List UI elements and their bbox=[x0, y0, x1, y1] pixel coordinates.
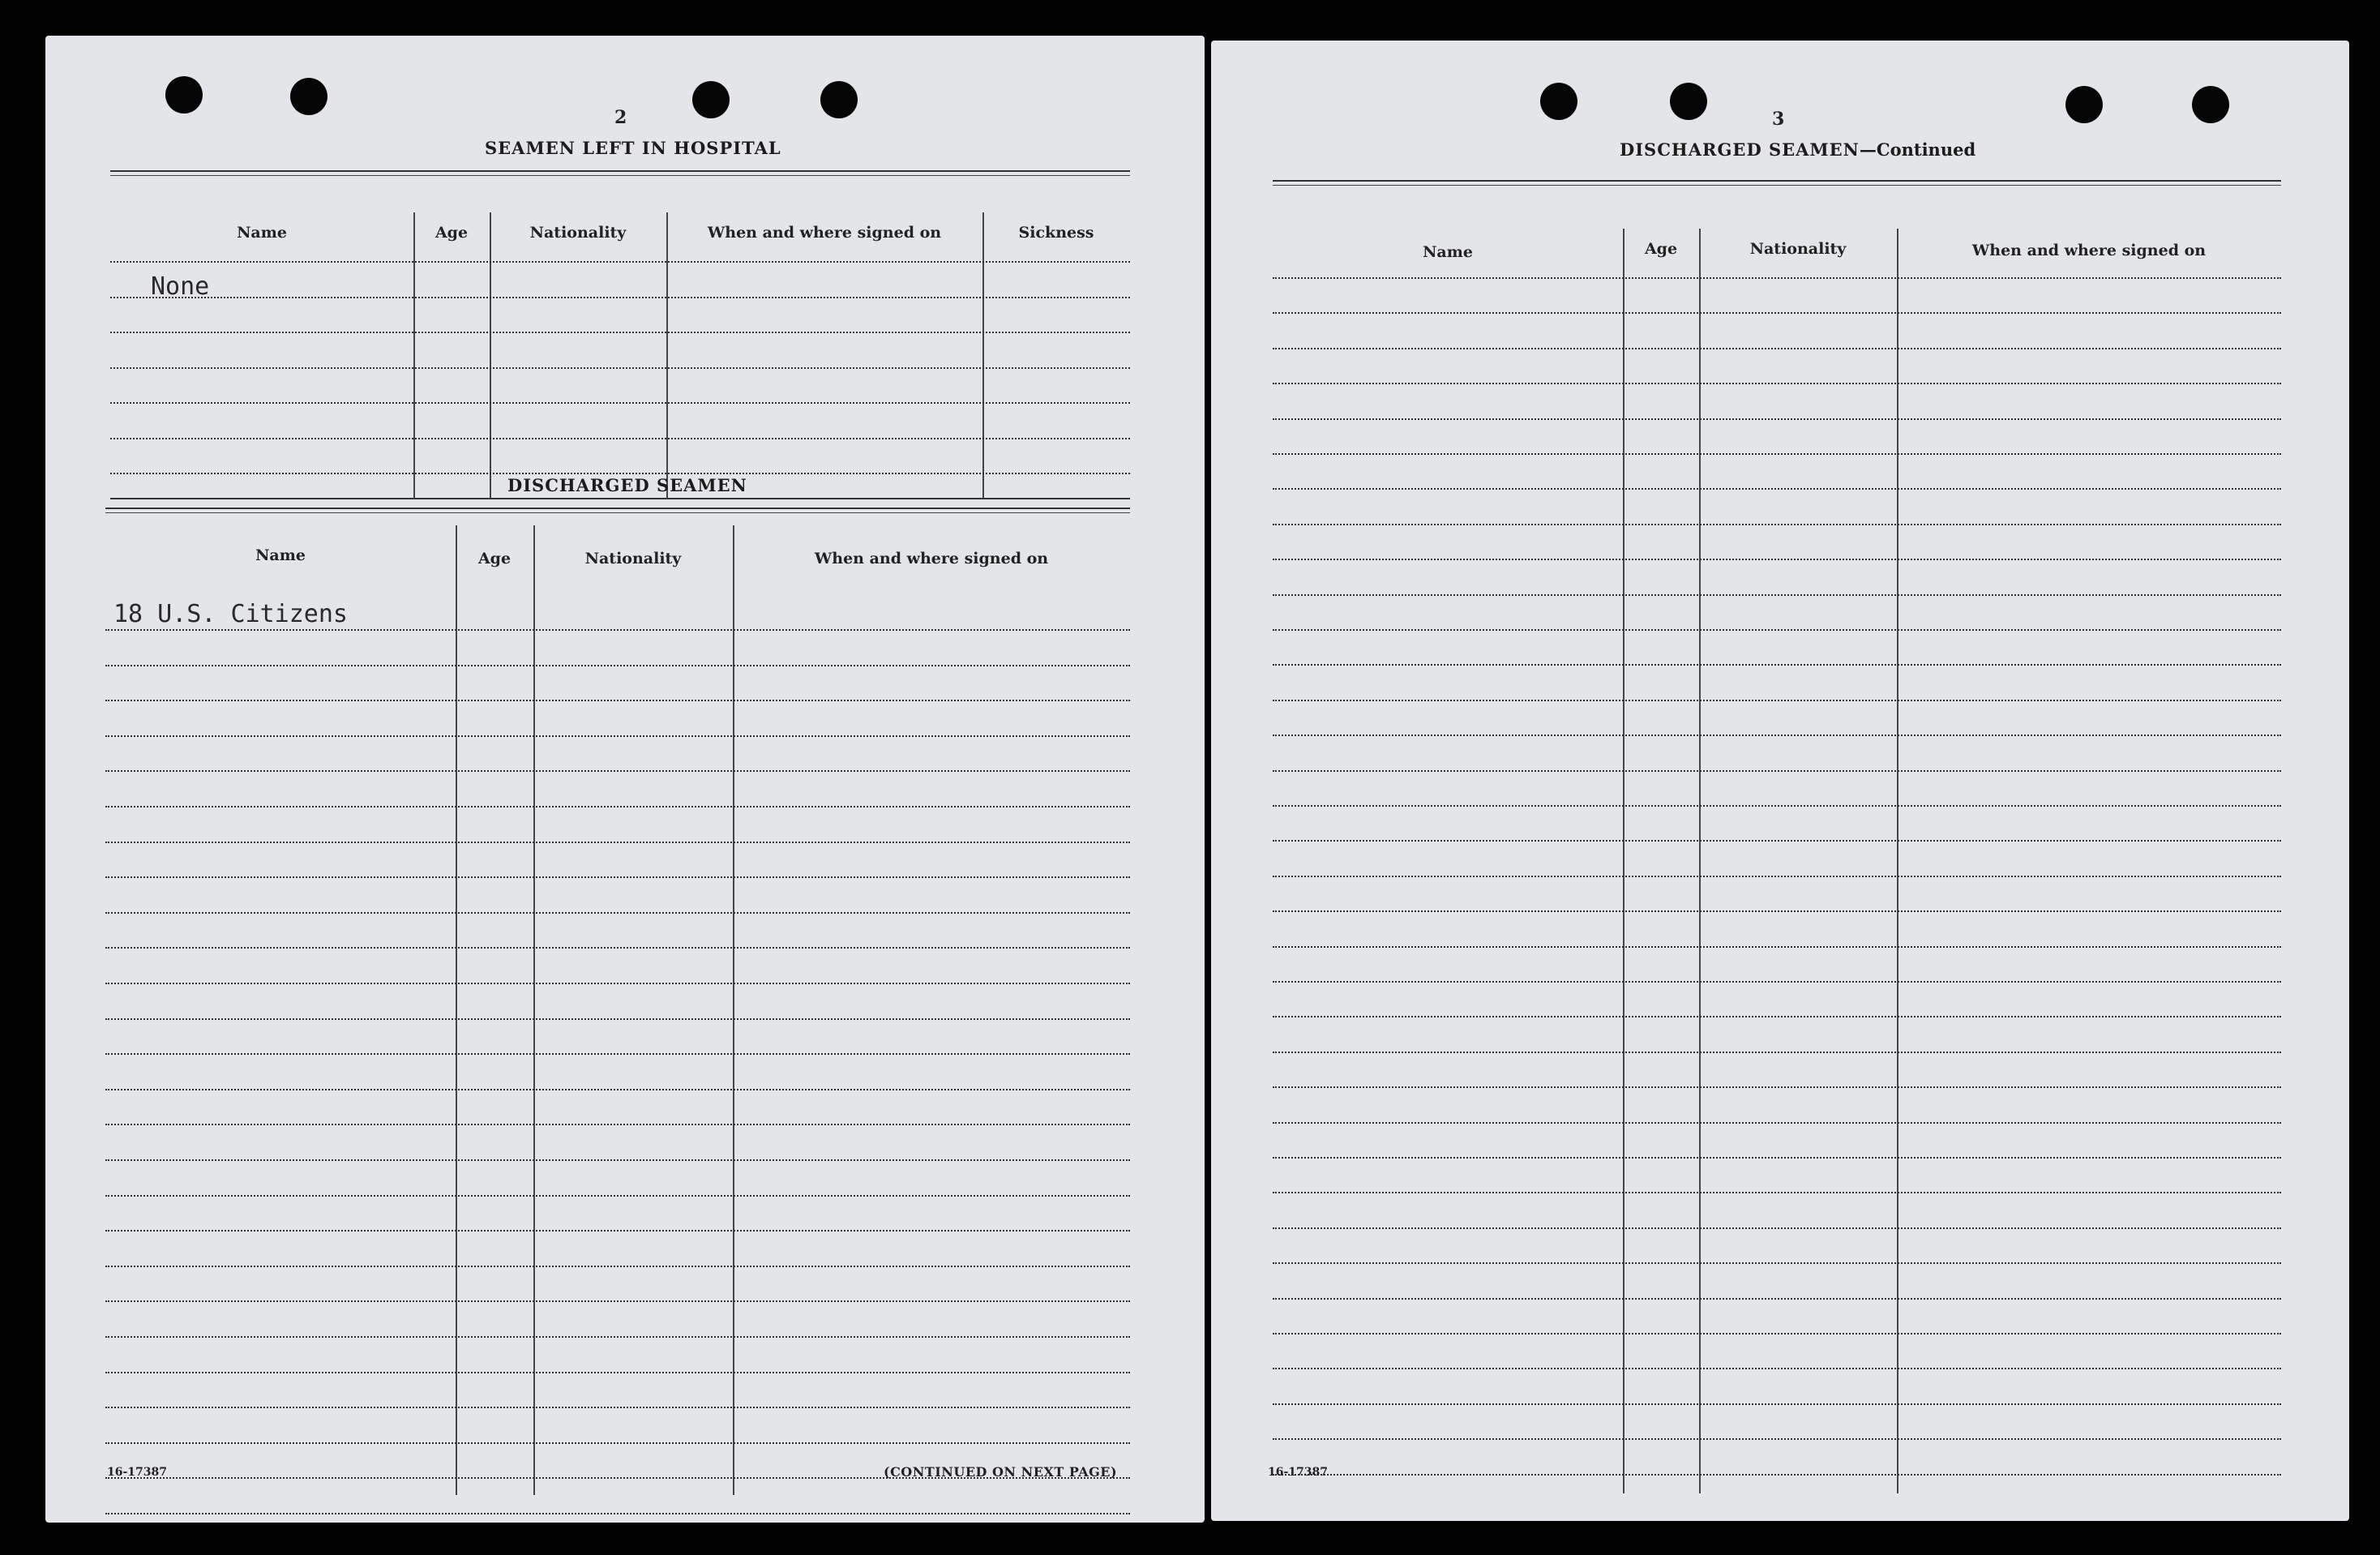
ruled-line bbox=[105, 1230, 1130, 1232]
column-header-sickness: Sickness bbox=[1018, 224, 1094, 242]
hospital-entry: None bbox=[151, 272, 210, 301]
ruled-line bbox=[1273, 981, 2281, 983]
punch-hole bbox=[290, 78, 327, 115]
ruled-line bbox=[105, 1266, 1130, 1267]
ruled-line bbox=[105, 1053, 1130, 1055]
punch-hole bbox=[820, 81, 858, 118]
ruled-line bbox=[1273, 876, 2281, 877]
ruled-line bbox=[105, 1089, 1130, 1090]
ruled-line bbox=[105, 1407, 1130, 1408]
ruled-line bbox=[110, 261, 1130, 263]
page-number: 3 bbox=[1772, 109, 1785, 130]
ruled-line bbox=[105, 1124, 1130, 1125]
punch-hole bbox=[1540, 83, 1577, 120]
punch-hole bbox=[2065, 86, 2103, 123]
ruled-line bbox=[1273, 594, 2281, 596]
form-number: 16-17387 bbox=[1268, 1466, 1328, 1479]
ruled-line bbox=[105, 665, 1130, 666]
ruled-line bbox=[1273, 1298, 2281, 1300]
ruled-line bbox=[105, 629, 1130, 631]
ruled-line bbox=[1273, 1052, 2281, 1053]
ruled-line bbox=[105, 1372, 1130, 1373]
ruled-line bbox=[110, 367, 1130, 369]
ruled-line bbox=[1273, 910, 2281, 912]
ruled-line bbox=[1273, 1474, 2281, 1476]
column-header-nationality: Nationality bbox=[1749, 240, 1847, 258]
ruled-line bbox=[1273, 1333, 2281, 1334]
ruled-line bbox=[1273, 383, 2281, 384]
ruled-line bbox=[1273, 453, 2281, 455]
ruled-line bbox=[1273, 735, 2281, 736]
column-header-signed-on: When and where signed on bbox=[1971, 242, 2207, 259]
ruled-line bbox=[1273, 1262, 2281, 1264]
discharged-continued-title: DISCHARGED SEAMEN—Continued bbox=[1620, 139, 1976, 160]
ruled-line bbox=[1273, 700, 2281, 701]
ruled-line bbox=[1273, 524, 2281, 525]
ruled-line bbox=[1273, 348, 2281, 349]
right-page bbox=[1211, 41, 2349, 1521]
ruled-line bbox=[1273, 277, 2281, 279]
ruled-line bbox=[110, 332, 1130, 333]
ruled-line bbox=[105, 842, 1130, 843]
ruled-line bbox=[105, 1300, 1130, 1302]
ruled-line bbox=[105, 1195, 1130, 1197]
ruled-line bbox=[105, 1018, 1130, 1020]
punch-hole bbox=[1670, 83, 1707, 120]
ruled-line bbox=[1273, 1086, 2281, 1088]
ruled-line bbox=[110, 438, 1130, 439]
discharged-continued-table bbox=[1273, 180, 2281, 1493]
column-header-nationality: Nationality bbox=[529, 224, 627, 242]
ruled-line bbox=[1273, 946, 2281, 948]
column-header-nationality: Nationality bbox=[584, 550, 682, 568]
ruled-line bbox=[110, 297, 1130, 298]
ruled-line bbox=[105, 1336, 1130, 1338]
ruled-line bbox=[110, 473, 1130, 474]
ruled-line bbox=[1273, 805, 2281, 807]
ruled-line bbox=[110, 402, 1130, 404]
ruled-line bbox=[1273, 770, 2281, 772]
ruled-line bbox=[1273, 629, 2281, 631]
hospital-table bbox=[110, 170, 1130, 499]
ruled-line bbox=[105, 912, 1130, 914]
column-header-age: Age bbox=[434, 224, 469, 242]
ruled-line bbox=[1273, 1227, 2281, 1229]
ruled-line bbox=[1273, 488, 2281, 490]
hospital-section-title: SEAMEN LEFT IN HOSPITAL bbox=[485, 138, 781, 158]
discharged-entry: 18 U.S. Citizens bbox=[113, 600, 348, 628]
discharged-table bbox=[105, 508, 1130, 1495]
ruled-line bbox=[1273, 1016, 2281, 1017]
ruled-line bbox=[1273, 1192, 2281, 1193]
column-header-name: Name bbox=[237, 224, 287, 242]
ruled-line bbox=[1273, 1438, 2281, 1440]
ruled-line bbox=[105, 1159, 1130, 1161]
ruled-line bbox=[105, 700, 1130, 701]
ruled-line bbox=[105, 947, 1130, 949]
form-number: 16-17387 bbox=[107, 1466, 167, 1479]
ruled-line bbox=[105, 1513, 1130, 1514]
ruled-line bbox=[1273, 1368, 2281, 1369]
ruled-line bbox=[1273, 840, 2281, 842]
punch-hole bbox=[2192, 86, 2229, 123]
ruled-line bbox=[105, 770, 1130, 772]
ruled-line bbox=[1273, 418, 2281, 420]
ruled-line bbox=[1273, 1157, 2281, 1159]
column-header-age: Age bbox=[1644, 240, 1678, 258]
ruled-line bbox=[1273, 559, 2281, 560]
punch-hole bbox=[165, 76, 203, 114]
ruled-line bbox=[105, 1442, 1130, 1444]
column-header-signed-on: When and where signed on bbox=[814, 550, 1049, 568]
ruled-line bbox=[1273, 664, 2281, 666]
ruled-line bbox=[105, 876, 1130, 878]
column-header-name: Name bbox=[1423, 243, 1473, 261]
continued-note: (CONTINUED ON NEXT PAGE) bbox=[884, 1464, 1118, 1480]
left-page bbox=[45, 36, 1205, 1523]
column-header-signed-on: When and where signed on bbox=[707, 224, 942, 242]
ruled-line bbox=[1273, 1122, 2281, 1124]
ruled-line bbox=[1273, 1403, 2281, 1405]
column-header-age: Age bbox=[477, 550, 512, 568]
punch-hole bbox=[692, 81, 730, 118]
ruled-line bbox=[1273, 312, 2281, 314]
page-number: 2 bbox=[614, 107, 627, 128]
ruled-line bbox=[105, 983, 1130, 984]
ruled-line bbox=[105, 735, 1130, 737]
discharged-section-title: DISCHARGED SEAMEN bbox=[507, 475, 747, 495]
ruled-line bbox=[105, 806, 1130, 807]
column-header-name: Name bbox=[255, 546, 306, 564]
